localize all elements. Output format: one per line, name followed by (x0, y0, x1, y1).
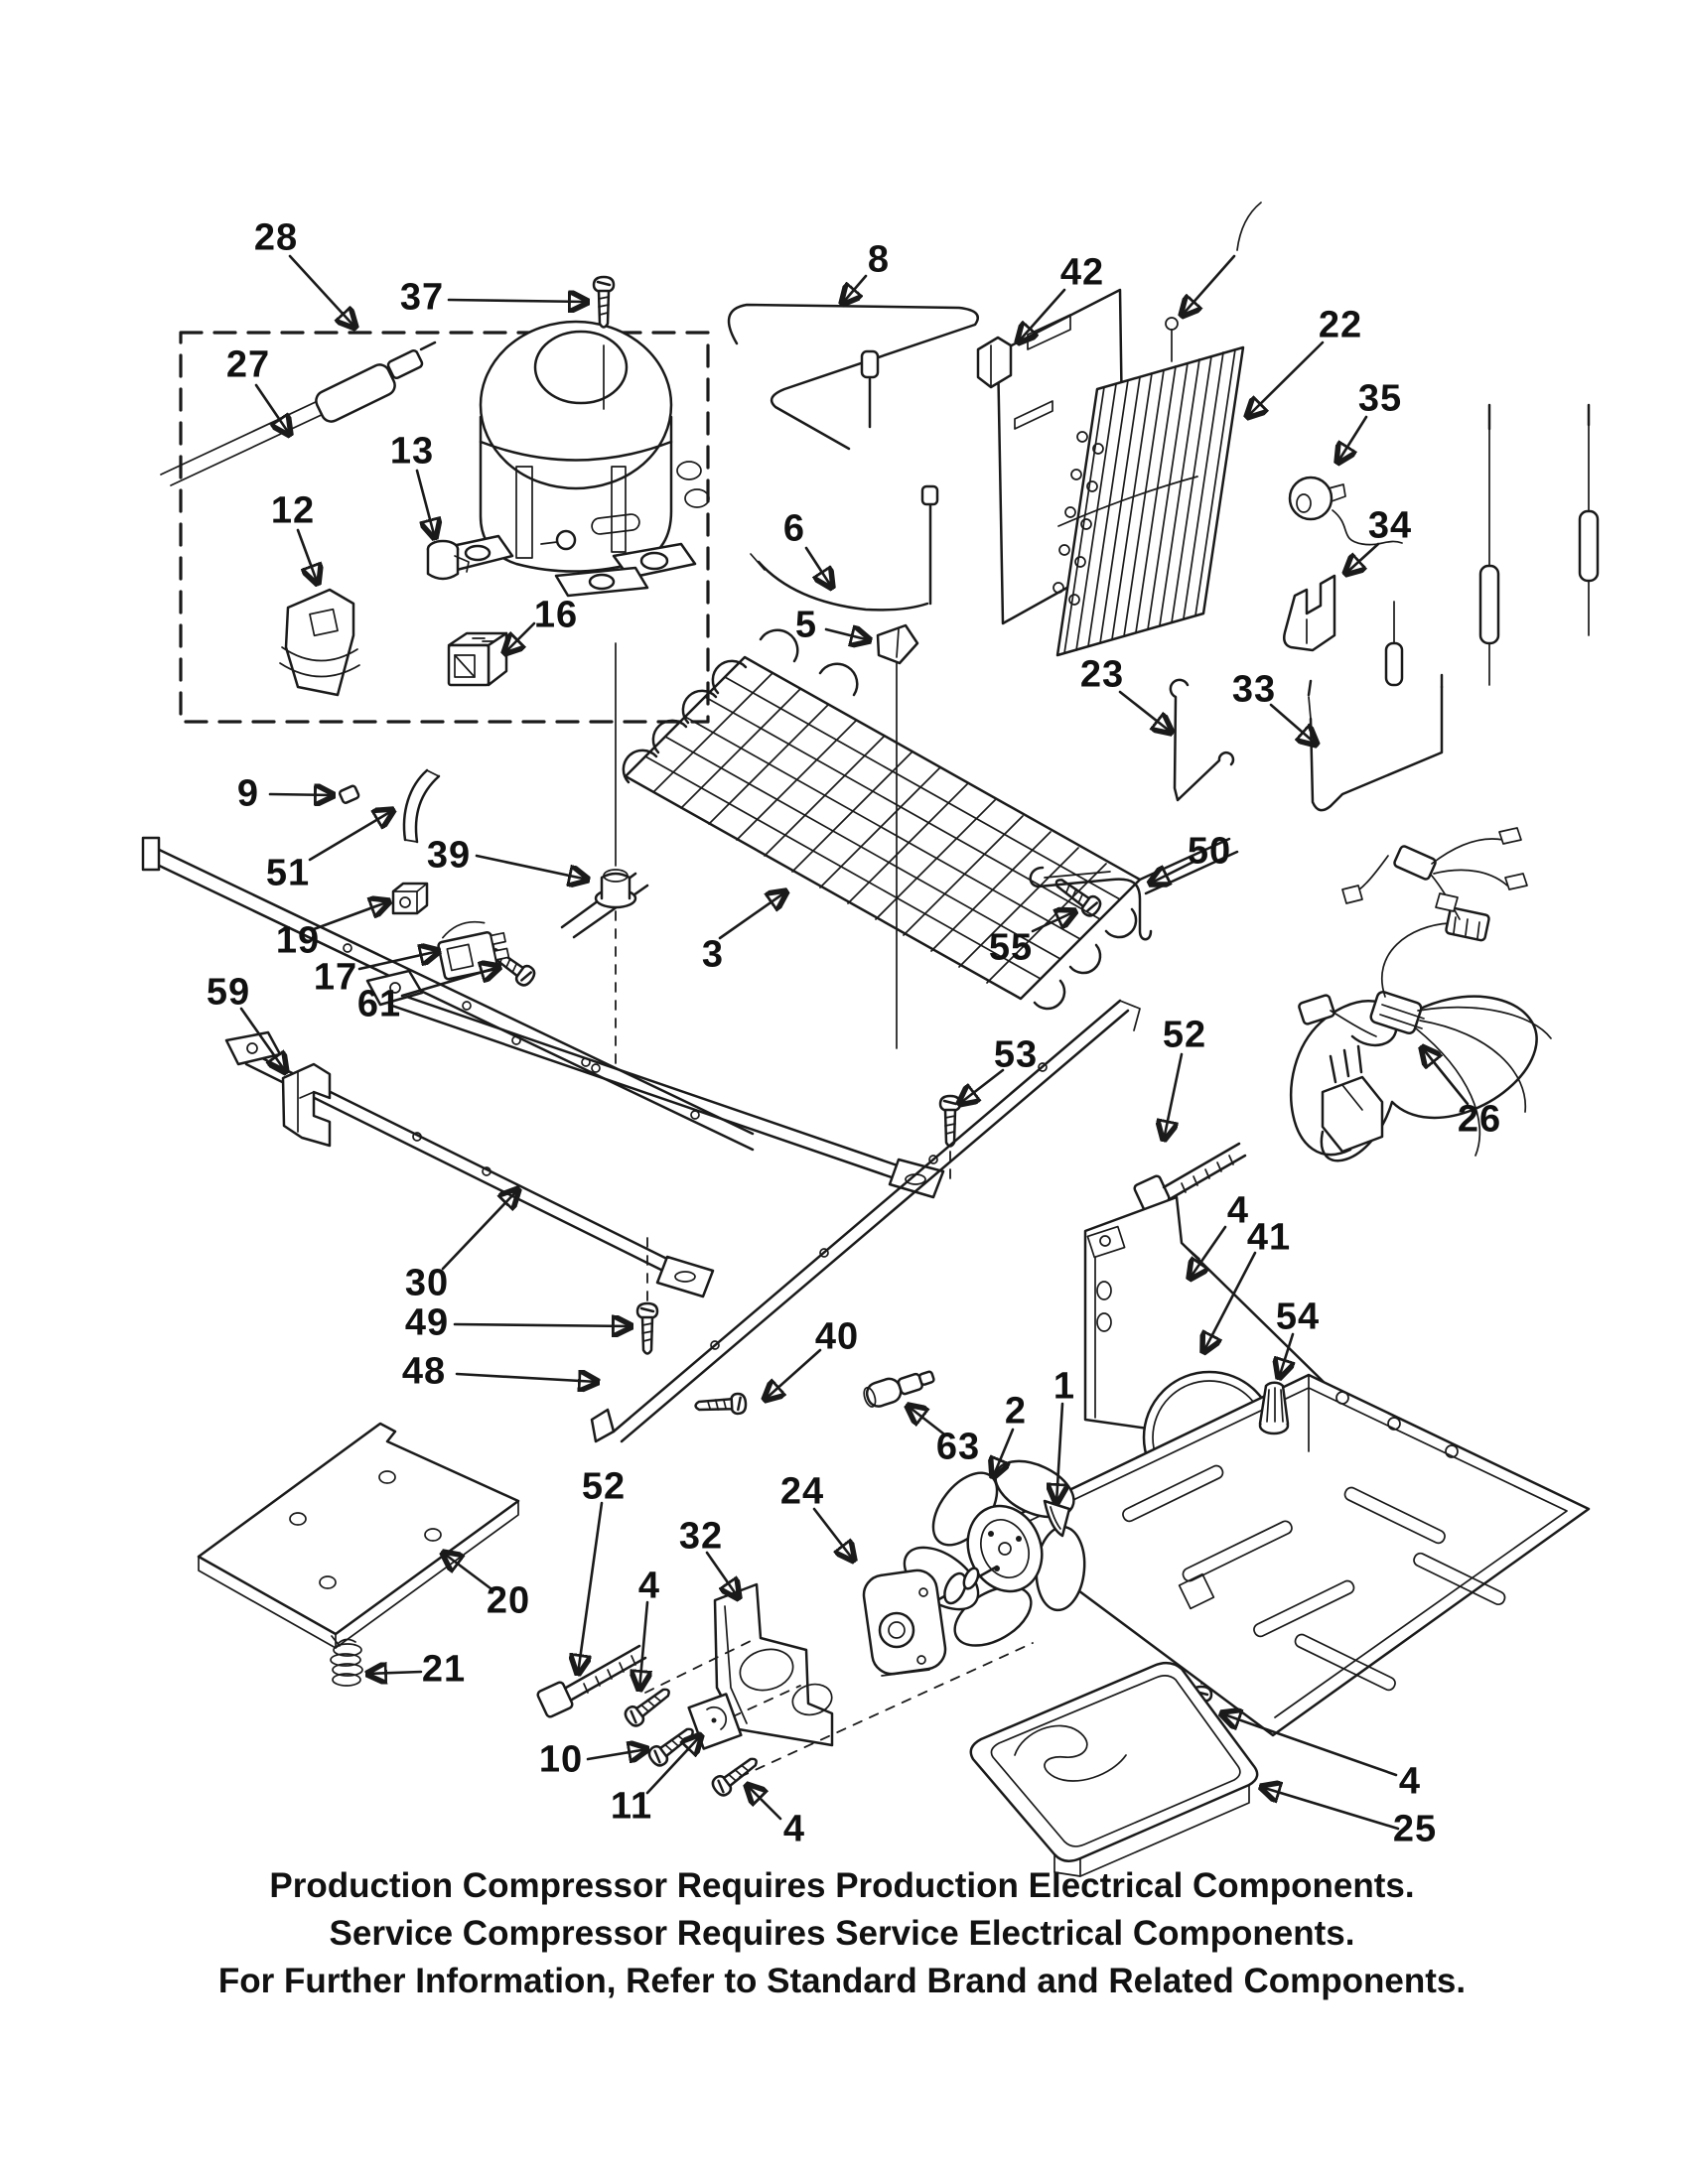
part-label-48: 48 (401, 1350, 447, 1393)
part-label-52: 52 (581, 1465, 627, 1508)
part-label-39: 39 (426, 834, 472, 877)
part-label-50: 50 (1187, 830, 1232, 873)
part-label-26: 26 (1457, 1098, 1502, 1141)
part-label-35: 35 (1357, 377, 1403, 420)
part-label-6: 6 (782, 507, 806, 550)
part-label-27: 27 (225, 343, 271, 386)
caption-line-3: For Further Information, Refer to Standard Brand and Related Components. (217, 1962, 1467, 2000)
part-label-63: 63 (935, 1426, 981, 1468)
part-label-41: 41 (1246, 1216, 1292, 1259)
part-label-54: 54 (1275, 1296, 1321, 1338)
part-label-59: 59 (206, 971, 251, 1014)
part-label-10: 10 (538, 1738, 584, 1781)
part-label-32: 32 (678, 1515, 724, 1558)
part-label-2: 2 (1004, 1390, 1028, 1433)
part-label-28: 28 (253, 216, 299, 259)
part-label-9: 9 (236, 772, 260, 815)
part-label-8: 8 (867, 238, 891, 281)
part-label-30: 30 (404, 1262, 450, 1304)
part-label-61: 61 (356, 983, 402, 1025)
part-label-20: 20 (486, 1579, 531, 1622)
part-label-17: 17 (313, 956, 358, 999)
part-label-22: 22 (1318, 304, 1363, 346)
part-label-23: 23 (1079, 653, 1125, 696)
part-label-4: 4 (637, 1565, 661, 1607)
part-label-55: 55 (988, 926, 1034, 969)
part-label-49: 49 (404, 1301, 450, 1344)
part-label-53: 53 (993, 1033, 1039, 1076)
part-label-16: 16 (533, 594, 579, 636)
part-label-52: 52 (1162, 1014, 1207, 1056)
part-label-1: 1 (1052, 1365, 1076, 1408)
part-label-40: 40 (814, 1315, 860, 1358)
part-label-4: 4 (1226, 1189, 1250, 1232)
part-label-25: 25 (1392, 1808, 1438, 1850)
part-label-37: 37 (399, 276, 445, 319)
part-label-3: 3 (701, 933, 725, 976)
part-label-5: 5 (794, 604, 818, 646)
part-label-21: 21 (421, 1648, 467, 1691)
part-label-19: 19 (275, 919, 321, 962)
part-label-51: 51 (265, 852, 311, 894)
caption-line-2: Service Compressor Requires Service Electrical Components. (329, 1914, 1355, 1953)
caption-line-1: Production Compressor Requires Production Electrical Components. (269, 1866, 1415, 1905)
part-label-4: 4 (782, 1808, 806, 1850)
diagram-caption (0, 1862, 1684, 2005)
part-label-34: 34 (1367, 504, 1413, 547)
part-label-33: 33 (1231, 668, 1277, 711)
part-label-24: 24 (779, 1470, 825, 1513)
part-label-42: 42 (1059, 251, 1105, 294)
part-label-11: 11 (610, 1785, 653, 1828)
part-label-13: 13 (389, 430, 435, 473)
part-label-12: 12 (270, 489, 316, 532)
part-label-4: 4 (1398, 1760, 1422, 1803)
